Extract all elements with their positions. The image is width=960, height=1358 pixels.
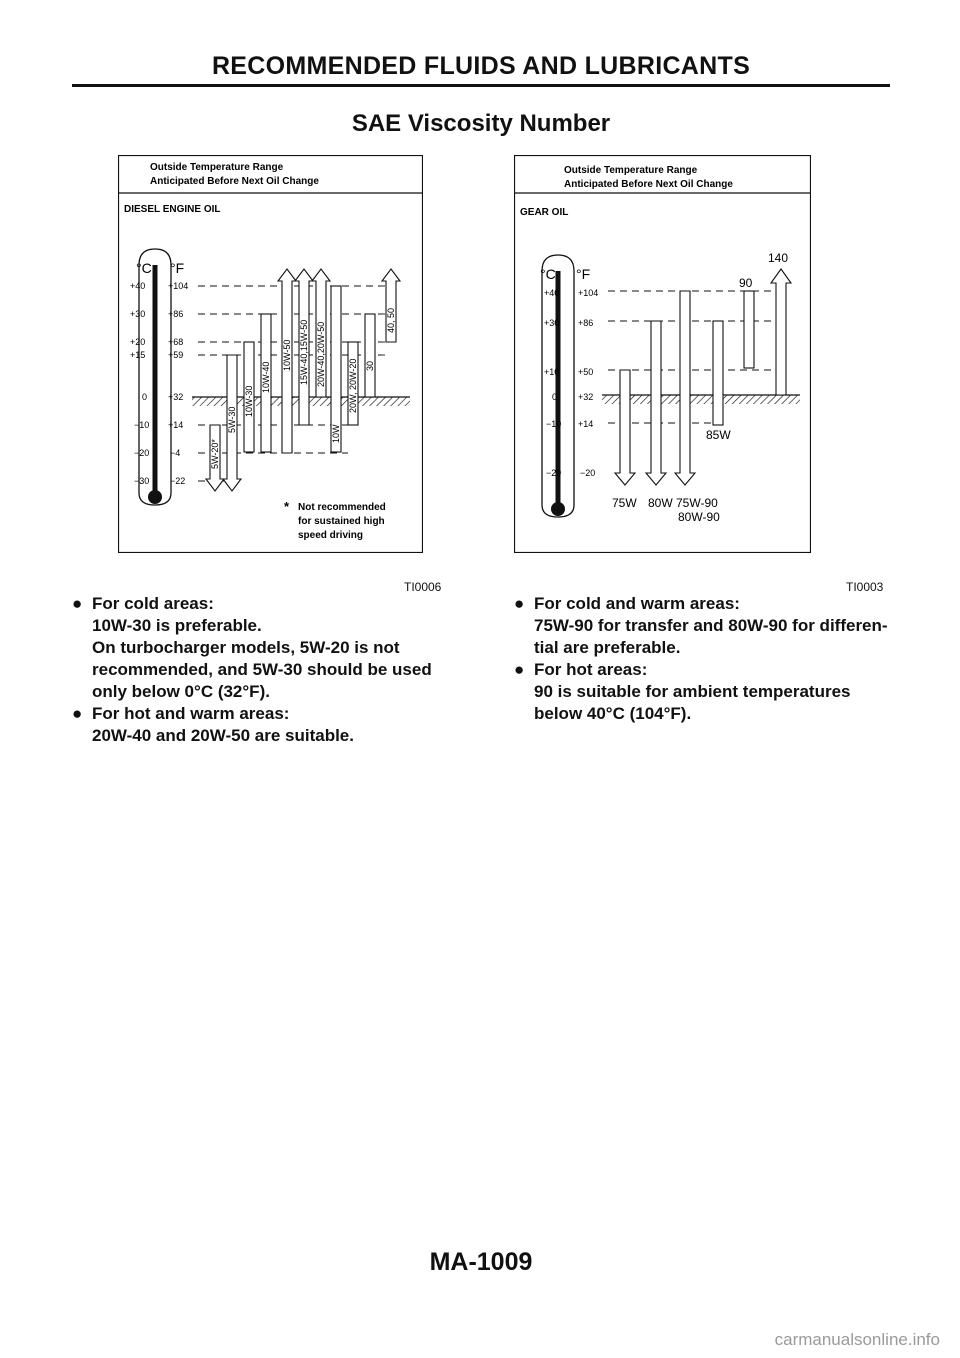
grade-label: 140 [768,251,789,265]
bullet-icon: ● [72,704,83,723]
box-title-line1: Outside Temperature Range [150,162,284,173]
zero-degree-hatch [602,395,800,404]
grade-label: 75W-90 [676,496,718,510]
gear-oil-viscosity-figure [514,155,811,553]
watermark: carmanualsonline.info [774,1330,940,1349]
bar-90 [744,291,754,368]
f-tick: +86 [578,318,594,328]
grade-label: 10W-30 [244,385,254,417]
c-tick: −10 [134,420,150,430]
c-tick: +10 [544,367,560,377]
c-tick: +30 [544,318,560,328]
bullet-icon: ● [72,594,83,613]
note-asterisk: * [284,499,290,514]
header-rule [72,84,890,87]
grade-label: 10W-40 [261,361,271,393]
grade-label: 10W [331,424,341,443]
grade-label: 85W [706,428,731,442]
page-number: MA-1009 [429,1248,533,1276]
section-header: RECOMMENDED FLUIDS AND LUBRICANTS [211,52,751,80]
oil-type-label: DIESEL ENGINE OIL [124,204,221,215]
celsius-unit: °C [540,266,556,282]
grade-label: 80W [648,496,673,510]
grade-label: 40, 50 [386,307,396,333]
diesel-oil-diagram [118,155,423,553]
c-tick: +20 [130,337,146,347]
bullet-item: ● For hot and warm areas: 20W-40 and 20W-50 are suitable. [72,704,354,745]
f-tick: +50 [578,367,594,377]
grade-label: 30 [365,360,375,371]
c-tick: −30 [134,476,150,486]
celsius-unit: °C [136,260,152,276]
c-tick: 0 [552,392,558,402]
gear-oil-diagram [514,155,811,553]
bar-75w-90 [675,291,695,485]
note-line: Not recommended [298,502,386,513]
c-tick: +15 [130,350,146,360]
f-tick: −20 [580,468,596,478]
diesel-oil-viscosity-figure [118,155,423,553]
figure-code-right: TI0003 [846,580,884,594]
c-tick: +40 [544,288,560,298]
bar-30 [365,314,375,397]
note-line: for sustained high [298,516,385,527]
page-title: SAE Viscosity Number [351,110,611,137]
thermometer-bulb [551,502,565,516]
grade-label: 75W [612,496,637,510]
thermometer-bulb [148,490,162,504]
fahrenheit-unit: °F [576,266,591,282]
f-tick: +32 [578,392,594,402]
bullet-item: ● For hot areas: 90 is suitable for ambient temperatures below 40°C (104°F). [514,660,851,723]
fahrenheit-unit: °F [170,260,185,276]
f-tick: +86 [168,309,184,319]
f-tick: +68 [168,337,184,347]
grade-label: 15W-40,15W-50 [299,319,309,385]
f-tick: +59 [168,350,184,360]
box-title-line2: Anticipated Before Next Oil Change [564,179,733,190]
grade-label: 5W-30 [227,406,237,433]
grade-label: 90 [739,276,753,290]
c-tick: −29 [546,468,562,478]
oil-type-label: GEAR OIL [520,207,569,218]
grade-label: 80W-90 [678,510,720,524]
f-tick: +14 [168,420,184,430]
grade-label: 5W-20* [210,439,220,469]
grade-label: 10W-50 [282,339,292,371]
c-tick: 0 [142,392,148,402]
c-tick: +30 [130,309,146,319]
bullet-item: ● For cold areas: 10W-30 is preferable. On turbocharger models, 5W-20 is not recommended, and 5W-30 should be used only below 0°C (32°F). [72,594,432,701]
f-tick: −22 [170,476,186,486]
bar-75w [615,370,635,485]
bar-85w [713,321,723,425]
bullet-icon: ● [514,660,525,679]
figure-code-left: TI0006 [404,580,442,594]
bullet-item: ● For cold and warm areas: 75W-90 for transfer and 80W-90 for differen- tial are preferable. [514,594,888,657]
c-tick: +40 [130,281,146,291]
grade-label: 20W, 20W-20 [348,358,358,413]
note-line: speed driving [298,530,364,541]
f-tick: +104 [578,288,599,298]
bar-140 [771,269,791,395]
f-tick: +32 [168,392,184,402]
bullet-icon: ● [514,594,525,613]
right-text-column [514,593,892,725]
f-tick: +104 [168,281,189,291]
left-text-column [72,593,446,747]
c-tick: −20 [134,448,150,458]
c-tick: −10 [546,419,562,429]
grade-label: 20W-40,20W-50 [316,321,326,387]
box-title-line2: Anticipated Before Next Oil Change [150,176,319,187]
box-title-line1: Outside Temperature Range [564,165,698,176]
f-tick: −4 [170,448,181,458]
f-tick: +14 [578,419,594,429]
